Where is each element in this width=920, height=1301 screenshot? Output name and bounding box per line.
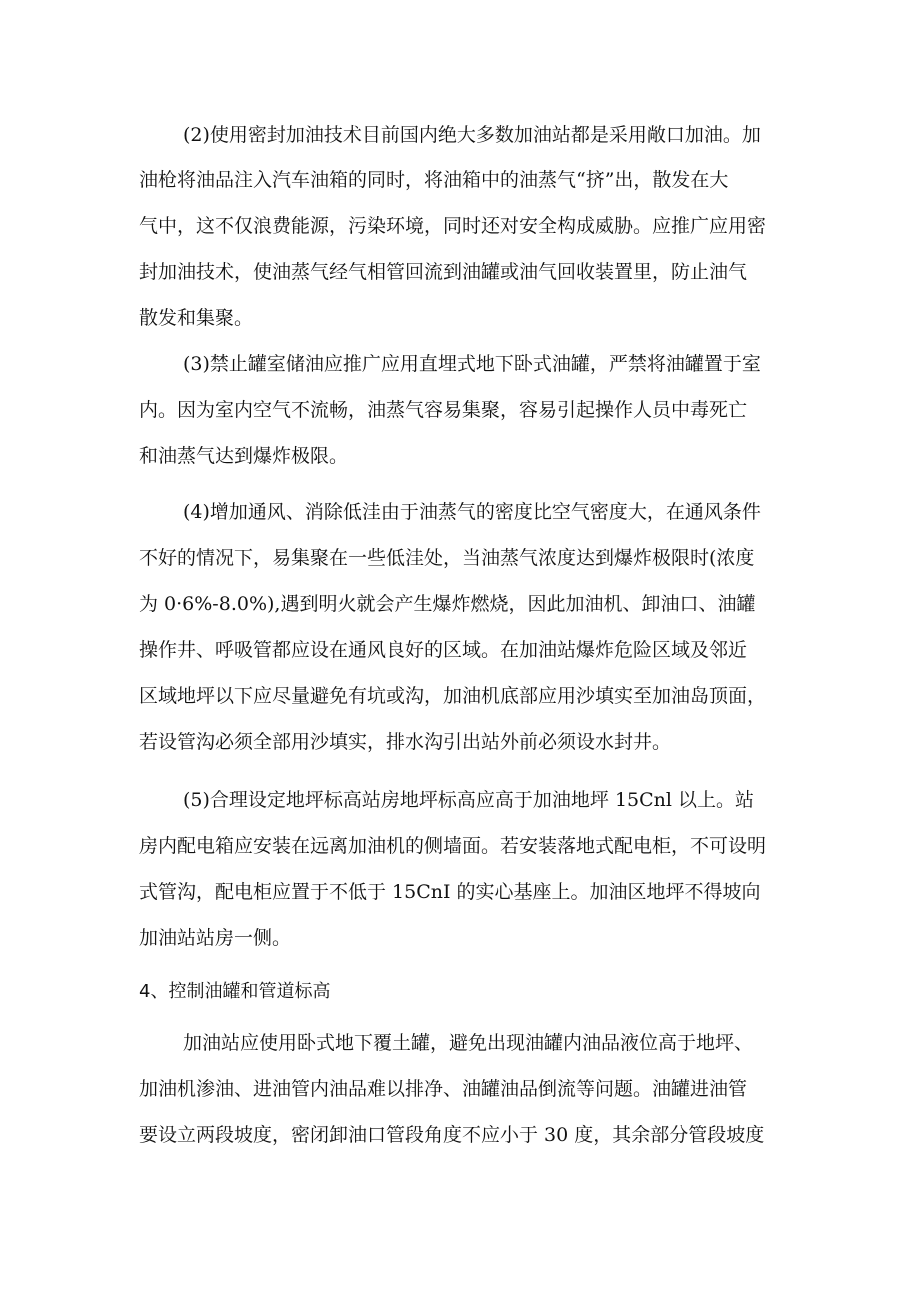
text-line: (5)合理设定地坪标高站房地坪标高应高于加油地坪 15Cnl 以上。站 — [183, 789, 755, 811]
text-line: 加油站站房一侧。 — [139, 927, 292, 949]
text-line: 房内配电箱应安装在远离加油机的侧墙面。若安装落地式配电柜，不可设明 — [139, 835, 767, 857]
text-line: 不好的情况下，易集聚在一些低洼处，当油蒸气浓度达到爆炸极限时(浓度 — [139, 547, 755, 569]
text-line: 式管沟，配电柜应置于不低于 15CnI 的实心基座上。加油区地坪不得坡向 — [139, 881, 761, 903]
text-line: (4)增加通风、消除低洼由于油蒸气的密度比空气密度大，在通风条件 — [183, 501, 761, 523]
text-line: 气中，这不仅浪费能源，污染环境，同时还对安全构成威胁。应推广应用密 — [139, 215, 767, 237]
text-line: 和油蒸气达到爆炸极限。 — [139, 445, 349, 467]
section-heading: 4、控制油罐和管道标高 — [139, 981, 331, 1002]
text-line: 为 0·6%-8.0%),遇到明火就会产生爆炸燃烧，因此加油机、卸油口、油罐 — [139, 593, 756, 615]
text-line: (2)使用密封加油技术目前国内绝大多数加油站都是采用敞口加油。加 — [183, 124, 761, 146]
text-line: (3)禁止罐室储油应推广应用直埋式地下卧式油罐，严禁将油罐置于室 — [183, 353, 761, 375]
text-line: 散发和集聚。 — [139, 307, 254, 329]
text-line: 要设立两段坡度，密闭卸油口管段角度不应小于 30 度，其余部分管段坡度 — [139, 1124, 765, 1146]
text-line: 操作井、呼吸管都应设在通风良好的区域。在加油站爆炸危险区域及邻近 — [139, 639, 748, 661]
text-line: 区域地坪以下应尽量避免有坑或沟，加油机底部应用沙填实至加油岛顶面， — [139, 685, 767, 707]
text-line: 加油站应使用卧式地下覆土罐，避免出现油罐内油品液位高于地坪、 — [183, 1032, 754, 1054]
text-line: 封加油技术，使油蒸气经气相管回流到油罐或油气回收装置里，防止油气 — [139, 261, 748, 283]
text-line: 加油机渗油、进油管内油品难以排净、油罐油品倒流等问题。油罐进油管 — [139, 1078, 748, 1100]
text-line: 内。因为室内空气不流畅，油蒸气容易集聚，容易引起操作人员中毒死亡 — [139, 399, 748, 421]
text-line: 油枪将油品注入汽车油箱的同时，将油箱中的油蒸气“挤”出，散发在大 — [139, 169, 729, 191]
text-line: 若设管沟必须全部用沙填实，排水沟引出站外前必须设水封井。 — [139, 731, 672, 753]
